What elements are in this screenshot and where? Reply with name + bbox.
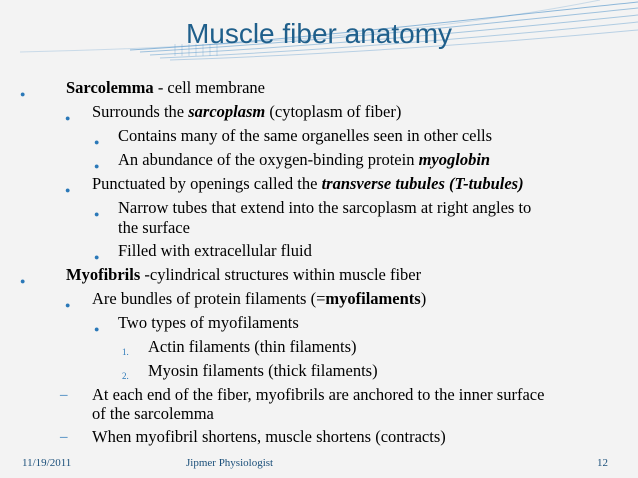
numbered-item bbox=[122, 337, 357, 357]
term-myofilaments: myofilaments bbox=[325, 289, 421, 308]
item-text: of the sarcolemma bbox=[92, 404, 214, 423]
list-item bbox=[20, 265, 422, 286]
item-text: An abundance of the oxygen-binding protein bbox=[118, 150, 419, 169]
item-number: 2. bbox=[122, 371, 129, 381]
bullet-icon: ● bbox=[94, 209, 100, 219]
item-text: Surrounds the bbox=[92, 102, 189, 121]
bullet-icon: ● bbox=[65, 113, 71, 123]
bullet-icon: ● bbox=[20, 89, 26, 99]
term-myoglobin: myoglobin bbox=[418, 150, 491, 169]
bullet-icon: ● bbox=[20, 276, 26, 286]
bullet-icon: ● bbox=[94, 137, 100, 147]
item-text: Narrow tubes that extend into the sarcoplasm at right angles to bbox=[118, 198, 532, 217]
item-text: Two types of myofilaments bbox=[118, 313, 299, 332]
list-item-continuation bbox=[118, 218, 190, 238]
item-text: Contains many of the same organelles seen in other cells bbox=[118, 126, 493, 145]
item-text: Punctuated by openings called the bbox=[92, 174, 322, 193]
list-item bbox=[94, 313, 299, 334]
dash-marker: – bbox=[60, 429, 68, 445]
item-text: When myofibril shortens, muscle shortens (contracts) bbox=[92, 427, 446, 446]
dash-item bbox=[60, 427, 446, 447]
dash-item bbox=[60, 385, 545, 405]
term-t-tubules: transverse tubules (T-tubules) bbox=[321, 174, 524, 193]
item-text: Myosin filaments (thick filaments) bbox=[148, 361, 378, 380]
list-item bbox=[94, 126, 493, 147]
term-sarcoplasm: sarcoplasm bbox=[188, 102, 266, 121]
list-item-continuation bbox=[92, 404, 214, 424]
bullet-icon: ● bbox=[94, 324, 100, 334]
bullet-icon: ● bbox=[65, 185, 71, 195]
item-text: At each end of the fiber, myofibrils are anchored to the inner surface bbox=[92, 385, 545, 404]
numbered-item bbox=[122, 361, 378, 381]
footer-date: 11/19/2011 bbox=[22, 457, 72, 469]
footer-page-number: 12 bbox=[597, 457, 608, 469]
item-text: Actin filaments (thin filaments) bbox=[148, 337, 357, 356]
item-text: the surface bbox=[118, 218, 190, 237]
item-text: Filled with extracellular fluid bbox=[118, 241, 312, 260]
list-item bbox=[94, 198, 532, 219]
list-item bbox=[65, 289, 427, 310]
list-item bbox=[94, 150, 491, 171]
term-myofibrils: Myofibrils bbox=[66, 265, 141, 284]
list-item bbox=[65, 102, 402, 123]
item-text: (cytoplasm of fiber) bbox=[265, 102, 402, 121]
list-item bbox=[65, 174, 524, 195]
item-text: -cylindrical structures within muscle fiber bbox=[140, 265, 422, 284]
term-sarcolemma: Sarcolemma bbox=[66, 78, 154, 97]
bullet-icon: ● bbox=[94, 252, 100, 262]
item-text: ) bbox=[420, 289, 427, 308]
bullet-icon: ● bbox=[65, 300, 71, 310]
slide-title: Muscle fiber anatomy bbox=[185, 18, 453, 49]
item-number: 1. bbox=[122, 347, 129, 357]
dash-marker: – bbox=[60, 387, 68, 403]
footer-author: Jipmer Physiologist bbox=[186, 457, 274, 469]
bullet-icon: ● bbox=[94, 161, 100, 171]
item-text: Are bundles of protein filaments (= bbox=[92, 289, 326, 308]
list-item bbox=[20, 78, 266, 99]
list-item bbox=[94, 241, 312, 262]
item-text: - cell membrane bbox=[153, 78, 266, 97]
